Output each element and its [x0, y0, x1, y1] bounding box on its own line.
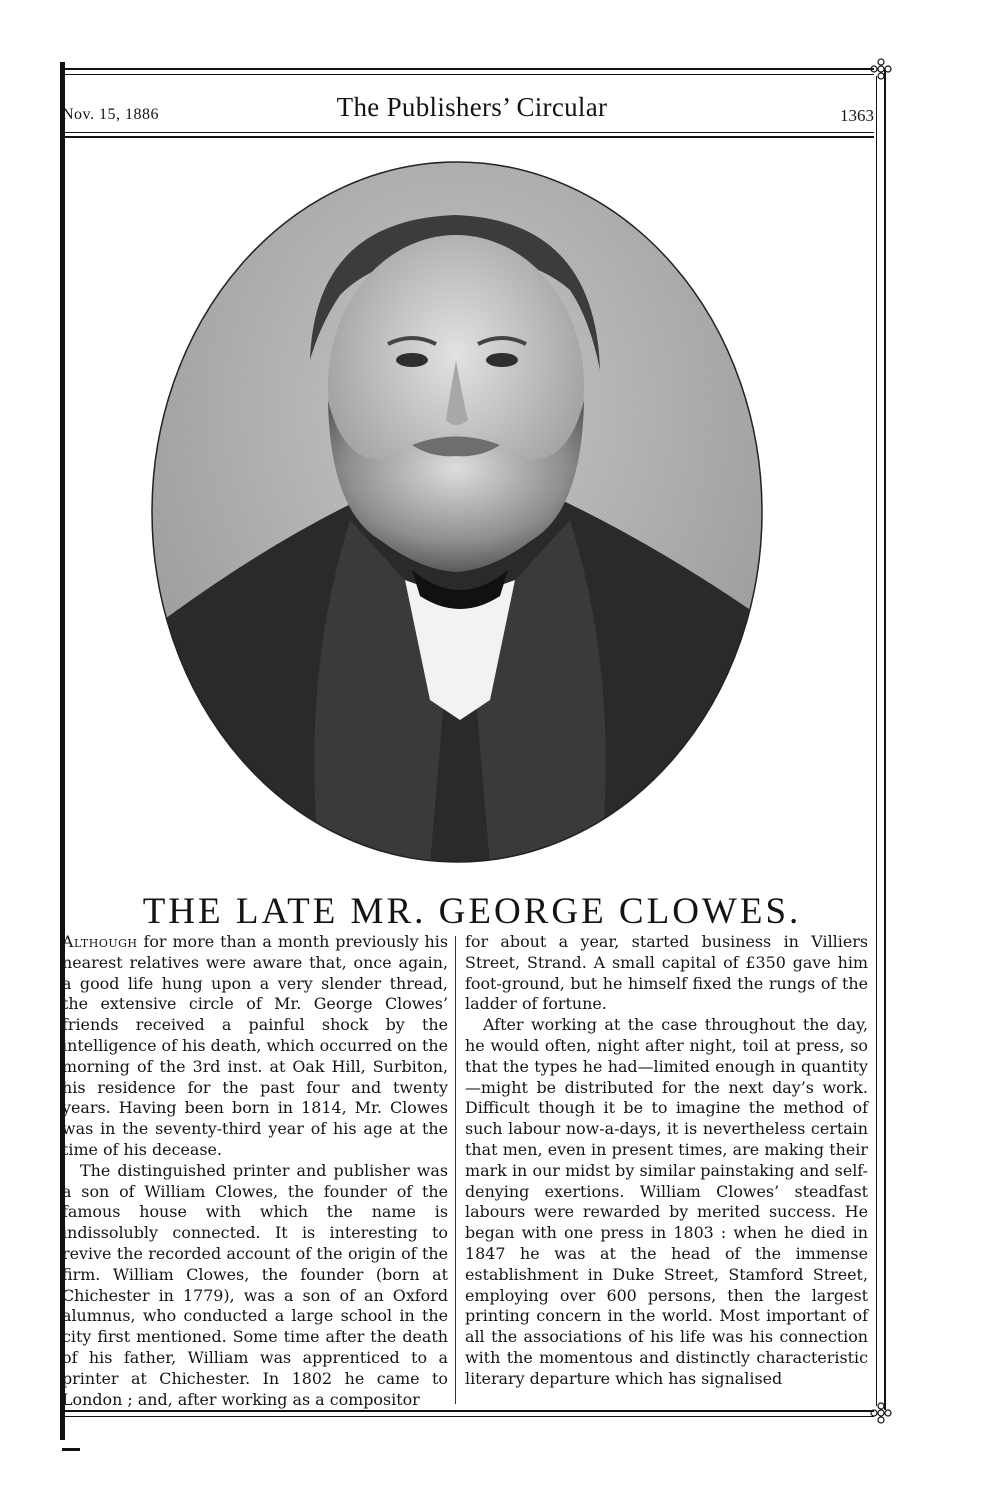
- margin-dash: [62, 1448, 80, 1451]
- publication-title: The Publishers’ Circular: [336, 92, 608, 122]
- lead-word: Although: [62, 932, 138, 951]
- right-rule-outer: [884, 70, 886, 1410]
- page-number: 1363: [840, 106, 874, 125]
- running-header: [62, 86, 882, 126]
- bottom-rule-2: [62, 1416, 874, 1417]
- article-headline: THE LATE MR. GEORGE CLOWES.: [142, 891, 802, 932]
- article-column-left: [62, 932, 448, 1410]
- article-column-right: [465, 932, 868, 1390]
- top-rule-inner: [62, 74, 874, 75]
- portrait-illustration: [150, 160, 765, 865]
- header-rule-2: [62, 136, 874, 138]
- issue-date: Nov. 15, 1886: [62, 106, 160, 123]
- paragraph-4: After working at the case throughout the day, he would often, night after night, toil at press, so that the types he had—limited enough in quantity—might be distributed for the next day’s work. Difficult though it be to imagine the method of such labour now-a-days, it is nevertheless certain that men, even in present times, are making their mark in our midst by similar painstaking and self-denying exertions. William Clowes’ steadfast labours were rewarded by merited success. He began with one press in 1803 : when he died in 1847 he was at the head of the immense establishment in Duke Street, Stamford Street, employing over 600 persons, then the largest printing concern in the world. Most important of all the associations of his life was his connection with the momentous and distinctly characteristic literary departure which has signalised: [465, 1015, 868, 1388]
- paragraph-2: The distinguished printer and publisher was a son of William Clowes, the founder of the famous house with which the name is indissolubly connected. It is interesting to revive the recorded account of the origin of the firm. William Clowes, the founder (born at Chichester in 1779), was a son of an Oxford alumnus, who conducted a large school in the city first mentioned. Some time after the death of his father, William was apprenticed to a printer at Chichester. In 1802 he came to London ; and, after working as a compositor: [62, 1160, 448, 1409]
- top-rule-outer: [62, 68, 874, 70]
- right-rule-inner: [876, 76, 877, 1406]
- paragraph-1: [62, 932, 448, 1161]
- paragraph-1-body: for more than a month previously his nearest relatives were aware that, once again, a good life hung upon a very slender thread, the extensive circle of Mr. George Clowes’ friends received a painful shock by the intelligence of his death, which occurred on the morning of the 3rd inst. at Oak Hill, Surbiton, his residence for the past four and twenty years. Having been born in 1814, Mr. Clowes was in the seventy-third year of his age at the time of his decease.: [62, 932, 448, 1159]
- header-rule-1: [62, 132, 874, 133]
- portrait-engraving: [150, 160, 765, 865]
- top-corner-ornament-icon: [870, 58, 892, 80]
- paragraph-3: for about a year, started business in Villiers Street, Strand. A small capital of £350 gave him foot-ground, but he himself fixed the rungs of the ladder of fortune.: [465, 932, 868, 1014]
- column-divider: [455, 936, 456, 1404]
- bottom-corner-ornament-icon: [870, 1402, 892, 1424]
